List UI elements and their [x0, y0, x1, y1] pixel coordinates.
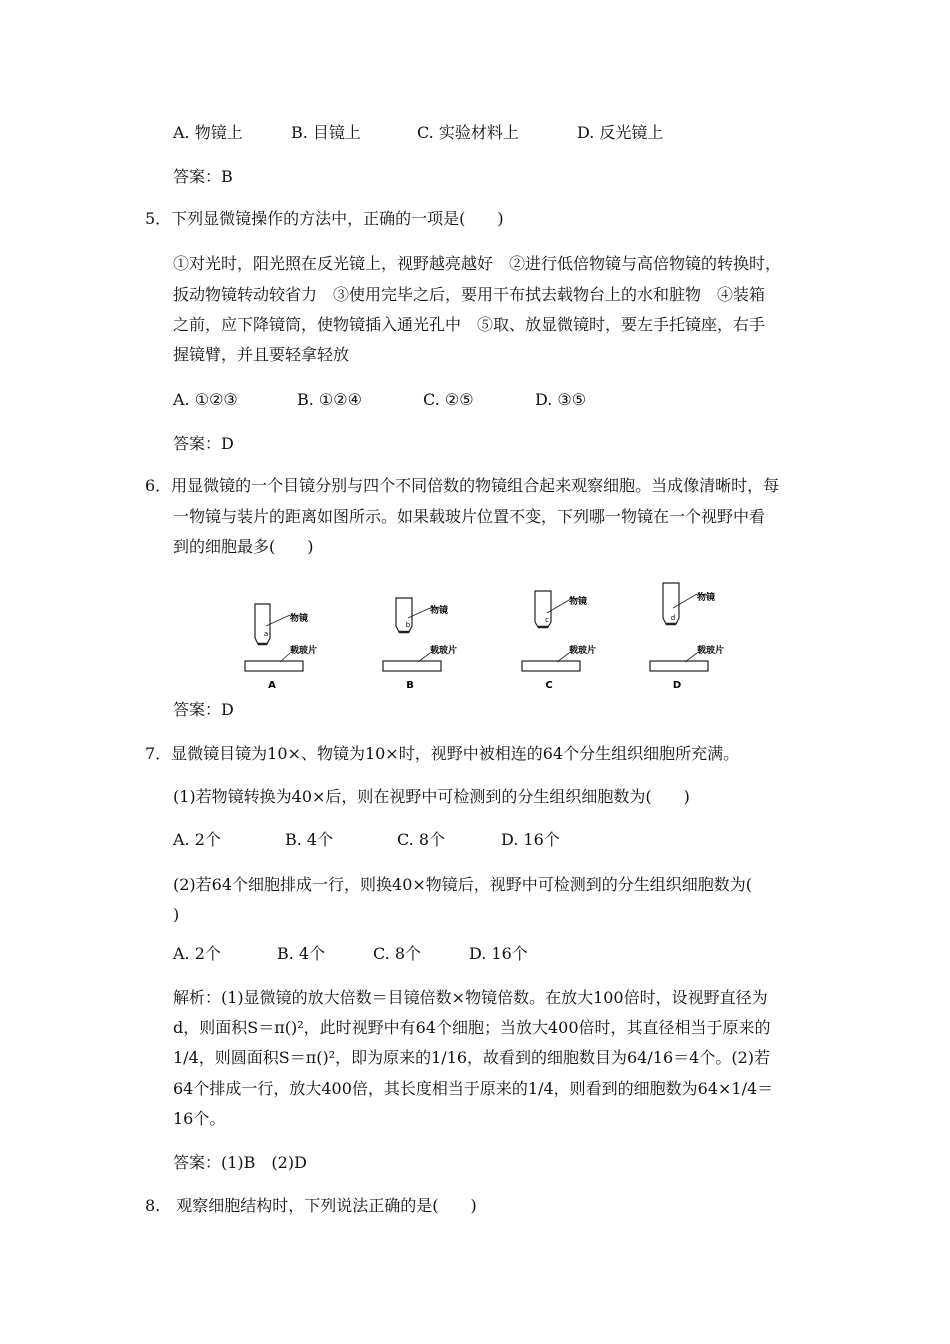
q7-analysis-line: 64个排成一行，放大400倍，其长度相当于原来的1/4，则看到的细胞数为64×1/4＝ — [173, 1079, 774, 1098]
figure-panel-a — [245, 604, 317, 691]
panel-caption: C — [545, 680, 553, 691]
panel-caption: B — [406, 680, 414, 691]
q7-sub1: (1)若物镜转换为40×后，则在视野中可检测到的分生组织细胞数为( ) — [173, 787, 690, 806]
q7-answer: 答案：(1)B (2)D — [173, 1153, 307, 1172]
q5-option-d: D. ③⑤ — [535, 390, 587, 409]
slide-shape — [383, 661, 441, 671]
figure-panel-b — [383, 598, 457, 691]
objective-leader-line — [408, 608, 430, 618]
q5-body-line: 扳动物镜转动较省力 ③使用完毕之后，要用干布拭去载物台上的水和脏物 ④装箱 — [173, 285, 766, 304]
q6-stem-line: 一物镜与装片的距离如图所示。如果载玻片位置不变，下列哪一物镜在一个视野中看 — [173, 507, 766, 526]
q7-sub2-line: (2)若64个细胞排成一行，则换40×物镜后，视野中可检测到的分生组织细胞数为( — [173, 875, 753, 894]
slide-label: 载玻片 — [569, 646, 597, 656]
objective-letter: c — [545, 616, 549, 624]
q4-option-c: C. 实验材料上 — [417, 123, 519, 142]
q6-stem-line: 到的细胞最多( ) — [173, 537, 314, 556]
q7-sub1-options — [173, 830, 560, 850]
slide-shape — [245, 661, 303, 671]
objective-label: 物镜 — [430, 606, 449, 616]
objective-leader-line — [673, 594, 697, 608]
q7-sub2-line: ) — [173, 905, 180, 924]
q4-options — [173, 123, 663, 143]
q7-analysis-line: 1/4，则圆面积S＝π()²，即为原来的1/16，故看到的细胞数目为64/16＝4个。(2)若 — [173, 1048, 771, 1067]
slide-label: 载玻片 — [290, 646, 318, 656]
q7-sub1-option-b: B. 4个 — [285, 830, 334, 849]
panel-caption: D — [672, 680, 682, 691]
q7-sub2-options — [173, 944, 528, 964]
q5-option-b: B. ①②④ — [297, 390, 362, 409]
objective-letter: d — [670, 614, 676, 622]
slide-label: 载玻片 — [430, 646, 458, 656]
q8-stem: 8. 观察细胞结构时，下列说法正确的是( ) — [145, 1196, 477, 1215]
slide-label: 载玻片 — [697, 646, 725, 656]
q7-analysis-line: 解析：(1)显微镜的放大倍数＝目镜倍数×物镜倍数。在放大100倍时，设视野直径为 — [173, 988, 768, 1007]
q7-sub1-option-a: A. 2个 — [173, 830, 221, 849]
q7-sub2-option-a: A. 2个 — [173, 944, 221, 963]
q7-sub1-option-c: C. 8个 — [397, 830, 446, 849]
q4-option-b: B. 目镜上 — [291, 123, 361, 142]
figure-panel-d — [650, 583, 724, 691]
panel-caption: A — [268, 680, 276, 691]
q4-answer: 答案：B — [173, 167, 233, 186]
q5-option-c: C. ②⑤ — [423, 390, 474, 409]
q7-sub2-option-d: D. 16个 — [469, 944, 528, 963]
q5-body-line: ①对光时，阳光照在反光镜上，视野越亮越好 ②进行低倍物镜与高倍物镜的转换时， — [173, 254, 782, 273]
q5-stem: 5．下列显微镜操作的方法中，正确的一项是( ) — [145, 209, 504, 228]
q5-option-a: A. ①②③ — [173, 390, 238, 409]
q5-body-line: 握镜臂，并且要轻拿轻放 — [173, 345, 350, 364]
slide-shape — [650, 661, 708, 671]
q7-analysis-line: d，则面积S＝π()²，此时视野中有64个细胞；当放大400倍时，其直径相当于原来的 — [173, 1018, 771, 1037]
objective-letter: a — [263, 630, 269, 638]
q7-sub1-option-d: D. 16个 — [501, 830, 560, 849]
q5-body-line: 之前，应下降镜筒，使物镜插入通光孔中 ⑤取、放显微镜时，要左手托镜座，右手 — [173, 315, 766, 334]
q7-sub2-option-c: C. 8个 — [373, 944, 422, 963]
objective-label: 物镜 — [569, 597, 588, 607]
q5-options — [173, 390, 586, 410]
figure-panel-c — [522, 591, 596, 691]
objective-distance-figure — [230, 578, 750, 698]
q5-answer: 答案：D — [173, 434, 234, 453]
objective-label: 物镜 — [697, 593, 716, 603]
q6-stem-line: 6．用显微镜的一个目镜分别与四个不同倍数的物镜组合起来观察细胞。当成像清晰时，每 — [145, 476, 780, 495]
objective-lens-shape — [255, 604, 270, 644]
objective-letter: b — [405, 621, 411, 629]
objective-leader-line — [547, 600, 569, 613]
objective-label: 物镜 — [290, 614, 309, 624]
q7-sub2-option-b: B. 4个 — [277, 944, 326, 963]
q6-answer: 答案：D — [173, 700, 234, 719]
q4-option-d: D. 反光镜上 — [577, 123, 664, 142]
q7-analysis-line: 16个。 — [173, 1109, 226, 1128]
q7-stem: 7．显微镜目镜为10×、物镜为10×时，视野中被相连的64个分生组织细胞所充满。 — [145, 744, 740, 763]
slide-shape — [522, 661, 580, 671]
q4-option-a: A. 物镜上 — [173, 123, 243, 142]
